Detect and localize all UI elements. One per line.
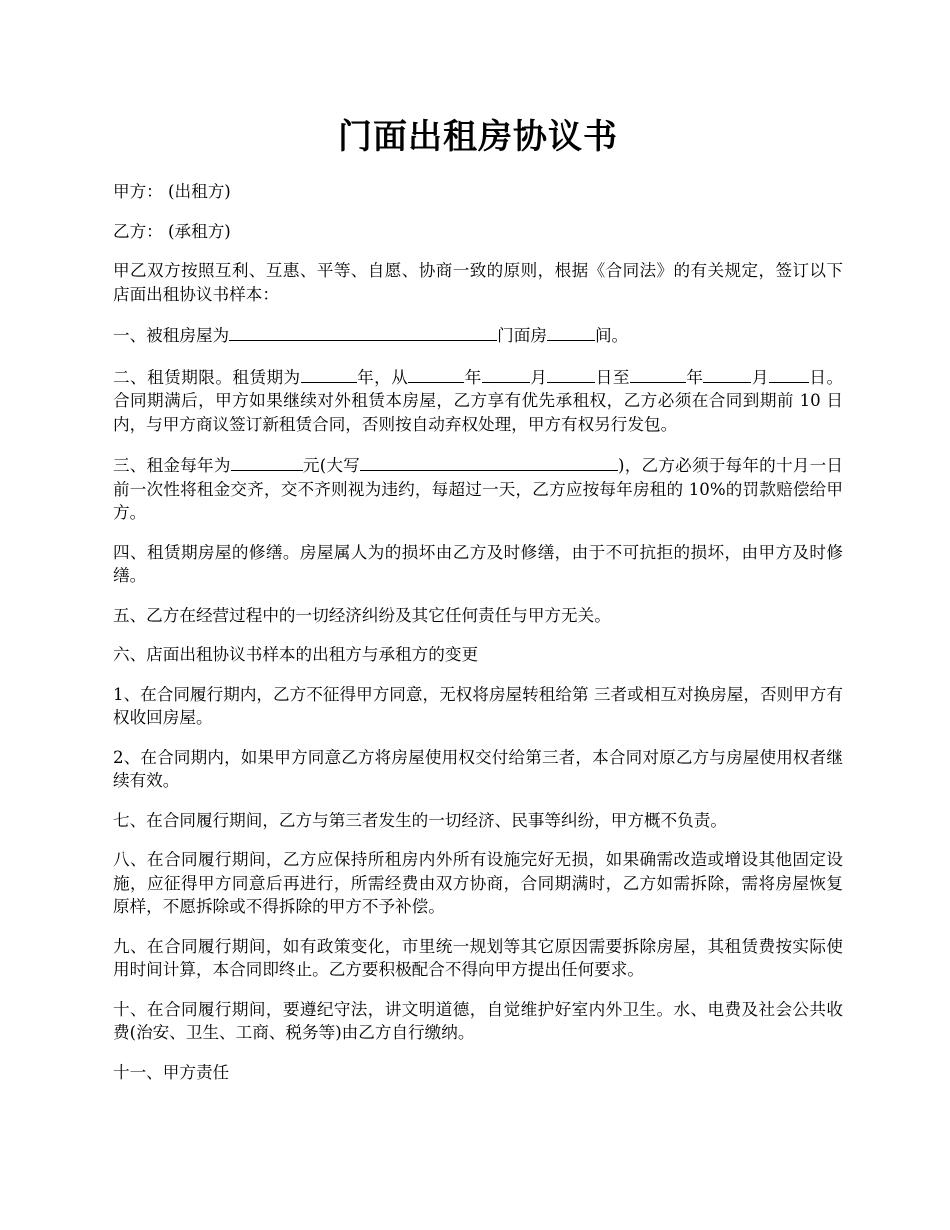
clause-2-text-h: 日。合同期满后，甲方如果继续对外租赁本房屋，乙方享有优先承租权，乙方必须在合同到期前 10 日内，与甲方商议签订新租赁合同，否则按自动弃权处理，甲方有权另行发包。 (113, 367, 844, 434)
clause-11: 十一、甲方责任 (113, 1062, 230, 1082)
clause-3-text-a: 三、租金每年为 (113, 456, 231, 475)
clause-5: 五、乙方在经营过程中的一切经济纠纷及其它任何责任与甲方无关。 (113, 605, 611, 625)
clause-3-text-c: )，乙方必须于每年的十月一日前一次性将租金交齐，交不齐则视为违约，每超过一天，乙方应按每年房租的 10%的罚款赔偿给甲方。 (113, 456, 844, 522)
clause-2 (113, 364, 843, 437)
clause-2-text-d: 月 (529, 367, 548, 387)
clause-8: 八、在合同履行期间，乙方应保持所租房内外所有设施完好无损，如果确需改造或增设其他固定设施，应征得甲方同意后再进行，所需经费由双方协商，合同期满时，乙方如需拆除，需将房屋恢复原样，不愿拆除或不得拆除的甲方不予补偿。 (113, 850, 843, 916)
document-body (113, 180, 843, 1100)
clause-7: 七、在合同履行期间，乙方与第三者发生的一切经济、民事等纠纷，甲方概不负责。 (113, 810, 727, 830)
blank-start-day[interactable] (547, 364, 595, 383)
blank-end-day[interactable] (769, 364, 809, 383)
clause-1 (113, 322, 843, 348)
intro-paragraph: 甲乙双方按照互利、互惠、平等、自愿、协商一致的原则，根据《合同法》的有关规定，签订以下店面出租协议书样本： (113, 261, 843, 304)
blank-lease-years[interactable] (301, 364, 357, 383)
clause-3-text-b: 元(大写 (302, 456, 361, 475)
clause-2-text-e: 日至 (595, 367, 630, 387)
clause-2-text-b: 年，从 (356, 367, 409, 387)
blank-room-count[interactable] (547, 322, 595, 341)
clause-4: 四、租赁期房屋的修缮。房屋属人为的损坏由乙方及时修缮，由于不可抗拒的损坏，由甲方及时修缮。 (113, 542, 843, 585)
blank-start-year[interactable] (408, 364, 464, 383)
clause-2-text-g: 月 (751, 367, 769, 387)
blank-end-month[interactable] (703, 364, 751, 383)
clause-1-text-a: 一、被租房屋为 (113, 326, 230, 345)
clause-2-text-f: 年 (685, 367, 704, 387)
clause-1-text-b: 门面房 (497, 326, 547, 345)
blank-start-month[interactable] (482, 364, 530, 383)
party-b-line: 乙方： (承租方) (113, 221, 231, 241)
party-a-line: 甲方： (出租方) (113, 182, 231, 201)
blank-house-address[interactable] (229, 322, 497, 341)
clause-6-item-2: 2、在合同期内，如果甲方同意乙方将房屋使用权交付给第三者，本合同对原乙方与房屋使用权者继续有效。 (113, 747, 843, 790)
clause-6: 六、店面出租协议书样本的出租方与承租方的变更 (113, 645, 479, 664)
blank-end-year[interactable] (630, 364, 686, 383)
clause-3 (113, 452, 843, 525)
blank-rent-amount-words[interactable] (360, 452, 618, 471)
clause-6-item-1: 1、在合同履行期内，乙方不征得甲方同意，无权将房屋转租给第 三者或相互对换房屋，否则甲方有权收回房屋。 (113, 684, 843, 727)
clause-1-text-c: 间。 (594, 326, 629, 345)
blank-rent-amount[interactable] (231, 452, 303, 471)
clause-2-text-a: 二、租赁期限。租赁期为 (113, 367, 301, 387)
clause-10: 十、在合同履行期间，要遵纪守法，讲文明道德，自觉维护好室内外卫生。水、电费及社会公共收费(治安、卫生、工商、税务等)由乙方自行缴纳。 (113, 999, 843, 1042)
document-title: 门面出租房协议书 (338, 117, 618, 157)
clause-2-text-c: 年 (464, 367, 482, 387)
clause-9: 九、在合同履行期间，如有政策变化，市里统一规划等其它原因需要拆除房屋，其租赁费按实际使用时间计算，本合同即终止。乙方要积极配合不得向甲方提出任何要求。 (113, 936, 843, 979)
